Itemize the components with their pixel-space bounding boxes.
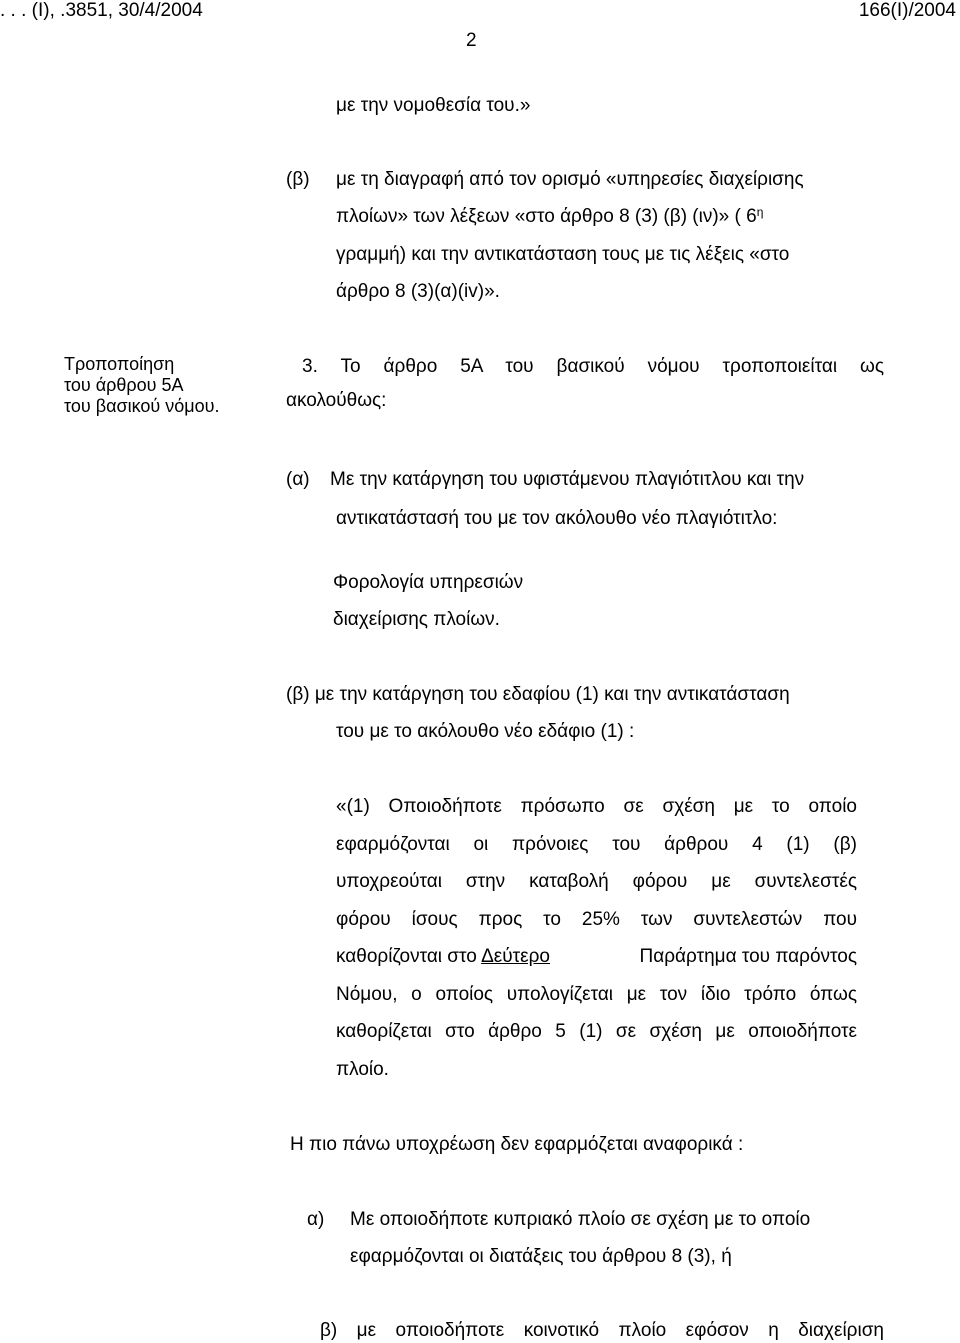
quote-line: υποχρεούται στην καταβολή φόρου με συντελεστές xyxy=(336,871,857,892)
superscript: η xyxy=(756,205,764,219)
quote-line xyxy=(336,946,857,968)
page-number: 2 xyxy=(466,30,477,51)
quote-line: καθορίζεται στο άρθρο 5 (1) σε σχέση με οποιοδήποτε xyxy=(336,1021,857,1042)
list-marker: (α) xyxy=(286,469,310,490)
text-line: ακολούθως: xyxy=(286,390,387,411)
text-fragment: πλοίων» των λέξεων «στο άρθρο 8 (3) (β) (ιν)» ( 6 xyxy=(336,206,757,227)
side-note-line: Τροποποίηση xyxy=(64,354,175,374)
text-line: αντικατάστασή του με τον ακόλουθο νέο πλαγιότιτλο: xyxy=(336,508,778,529)
quote-line: «(1) Οποιοδήποτε πρόσωπο σε σχέση με το οποίο xyxy=(336,796,857,817)
text-line: Με την κατάργηση του υφιστάμενου πλαγιότιτλου και την xyxy=(330,469,805,490)
text-line: άρθρο 8 (3)(α)(iv)». xyxy=(336,281,500,302)
text-line: Η πιο πάνω υποχρέωση δεν εφαρμόζεται αναφορικά : xyxy=(290,1134,744,1155)
list-marker: (β) xyxy=(286,169,310,190)
text-fragment: καθορίζονται στο xyxy=(336,946,482,967)
new-title-line: διαχείρισης πλοίων. xyxy=(333,609,500,630)
quote-line: Νόμου, ο οποίος υπολογίζεται με τον ίδιο τρόπο όπως xyxy=(336,984,857,1005)
text-line: του με το ακόλουθο νέο εδάφιο (1) : xyxy=(336,721,635,742)
text-fragment xyxy=(336,946,550,968)
text-line xyxy=(336,206,763,228)
side-note-line: του άρθρου 5Α xyxy=(64,375,184,395)
text-line: με τη διαγραφή από τον ορισμό «υπηρεσίες διαχείρισης xyxy=(336,169,804,190)
quote-line: φόρου ίσους προς το 25% των συντελεστών που xyxy=(336,909,857,930)
text-fragment: Παράρτημα του παρόντος xyxy=(639,946,857,967)
text-line: γραμμή) και την αντικατάσταση τους με τις λέξεις «στο xyxy=(336,244,790,265)
text-line: εφαρμόζονται οι διατάξεις του άρθρου 8 (3), ή xyxy=(350,1246,732,1267)
section-heading-line: 3. Το άρθρο 5Α του βασικού νόμου τροποποιείται ως xyxy=(302,356,884,377)
new-title-line: Φορολογία υπηρεσιών xyxy=(333,572,524,593)
text-line: με την νομοθεσία του.» xyxy=(336,95,531,116)
text-line: β) με οποιοδήποτε κοινοτικό πλοίο εφόσον η διαχείριση xyxy=(320,1320,884,1341)
side-note-line: του βασικού νόμου. xyxy=(64,396,220,416)
quote-line: πλοίο. xyxy=(336,1059,389,1080)
text-line: (β) με την κατάργηση του εδαφίου (1) και την αντικατάσταση xyxy=(286,684,790,705)
header-law-number: 166(I)/2004 xyxy=(858,0,956,21)
quote-line: εφαρμόζονται οι πρόνοιες του άρθρου 4 (1) (β) xyxy=(336,834,857,855)
header-reference: . . . (Ι), .3851, 30/4/2004 xyxy=(0,0,203,21)
text-line: Με οποιοδήποτε κυπριακό πλοίο σε σχέση με το οποίο xyxy=(350,1209,811,1230)
annex-reference: Δεύτερο xyxy=(481,946,550,967)
list-marker: α) xyxy=(307,1209,325,1230)
